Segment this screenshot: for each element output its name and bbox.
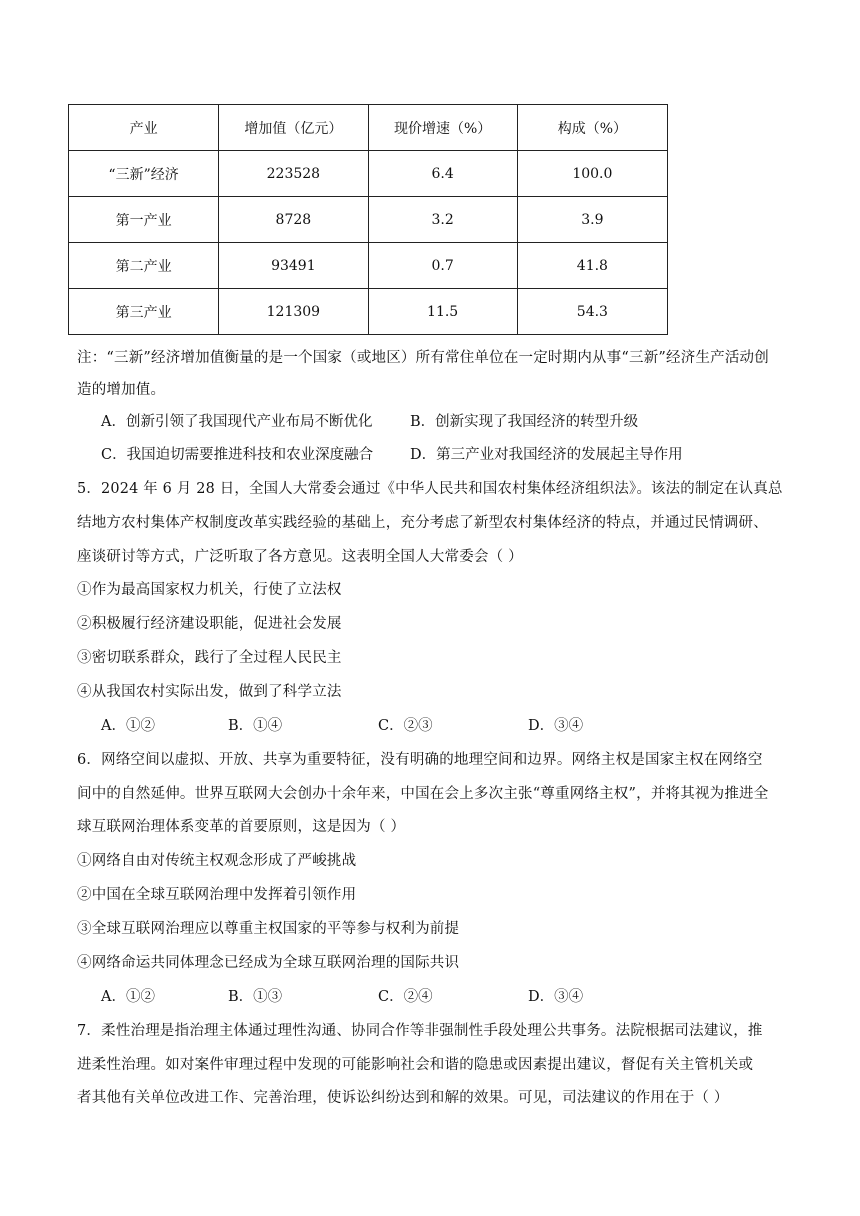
option-c[interactable]: C．②③ bbox=[378, 718, 433, 734]
table-row bbox=[69, 289, 668, 335]
industry-table bbox=[68, 104, 668, 335]
question-5-stem: 5．2024 年 6 月 28 日，全国人大常委会通过《中华人民共和国农村集体经济组织法》。该法的制定在认真总 bbox=[77, 481, 783, 497]
table-row bbox=[69, 243, 668, 289]
option-a[interactable]: A．①② bbox=[101, 989, 155, 1005]
table-cell: 第二产业 bbox=[69, 243, 219, 289]
option-c[interactable]: C．②④ bbox=[378, 989, 433, 1005]
question-7-stem: 者其他有关单位改进工作、完善治理，使诉讼纠纷达到和解的效果。可见，司法建议的作用在于（ ） bbox=[77, 1090, 729, 1106]
option-b[interactable]: B．①③ bbox=[228, 989, 283, 1005]
option-c[interactable]: C．我国迫切需要推进科技和农业深度融合 bbox=[101, 447, 374, 463]
table-cell: 121309 bbox=[219, 289, 368, 335]
table-note-line: 造的增加值。 bbox=[77, 382, 166, 398]
table-cell: 93491 bbox=[219, 243, 368, 289]
table-row bbox=[69, 197, 668, 243]
statement-item: ②积极履行经济建设职能，促进社会发展 bbox=[77, 616, 342, 632]
table-cell: 8728 bbox=[219, 197, 368, 243]
table-cell: 11.5 bbox=[368, 289, 517, 335]
question-5-stem: 座谈研讨等方式，广泛听取了各方意见。这表明全国人大常委会（ ） bbox=[77, 549, 523, 565]
table-cell: 41.8 bbox=[517, 243, 667, 289]
question-7-stem: 7．柔性治理是指治理主体通过理性沟通、协同合作等非强制性手段处理公共事务。法院根据司法建议，推 bbox=[77, 1023, 763, 1039]
table-cell: 第三产业 bbox=[69, 289, 219, 335]
table-cell: 223528 bbox=[219, 151, 368, 197]
table-cell: 3.2 bbox=[368, 197, 517, 243]
statement-item: ③密切联系群众，践行了全过程人民民主 bbox=[77, 650, 342, 666]
table-cell: 54.3 bbox=[517, 289, 667, 335]
statement-item: ①作为最高国家权力机关，行使了立法权 bbox=[77, 582, 342, 598]
table-cell: 3.9 bbox=[517, 197, 667, 243]
table-header-cell: 产业 bbox=[69, 105, 219, 151]
option-a[interactable]: A．①② bbox=[101, 718, 155, 734]
table-cell: 100.0 bbox=[517, 151, 667, 197]
option-b[interactable]: B．创新实现了我国经济的转型升级 bbox=[410, 414, 639, 430]
option-d[interactable]: D．③④ bbox=[528, 718, 584, 734]
option-a[interactable]: A．创新引领了我国现代产业布局不断优化 bbox=[101, 414, 373, 430]
statement-item: ②中国在全球互联网治理中发挥着引领作用 bbox=[77, 887, 357, 903]
question-6-stem: 6．网络空间以虚拟、开放、共享为重要特征，没有明确的地理空间和边界。网络主权是国家主权在网络空 bbox=[77, 752, 763, 768]
table-header-cell: 构成（%） bbox=[517, 105, 667, 151]
option-d[interactable]: D．第三产业对我国经济的发展起主导作用 bbox=[410, 447, 683, 463]
question-6-stem: 球互联网治理体系变革的首要原则，这是因为（ ） bbox=[77, 819, 406, 835]
statement-item: ③全球互联网治理应以尊重主权国家的平等参与权利为前提 bbox=[77, 921, 460, 937]
table-note-line: 注：“三新”经济增加值衡量的是一个国家（或地区）所有常住单位在一定时期内从事“三新”经济生产活动创 bbox=[77, 350, 769, 366]
table-header-row bbox=[69, 105, 668, 151]
table-header-cell: 现价增速（%） bbox=[368, 105, 517, 151]
statement-item: ④从我国农村实际出发，做到了科学立法 bbox=[77, 684, 342, 700]
question-5-stem: 结地方农村集体产权制度改革实践经验的基础上，充分考虑了新型农村集体经济的特点，并通过民情调研、 bbox=[77, 515, 768, 531]
table-cell: 0.7 bbox=[368, 243, 517, 289]
statement-item: ④网络命运共同体理念已经成为全球互联网治理的国际共识 bbox=[77, 955, 460, 971]
table-cell: 6.4 bbox=[368, 151, 517, 197]
option-d[interactable]: D．③④ bbox=[528, 989, 584, 1005]
table-row bbox=[69, 151, 668, 197]
table-cell: “三新”经济 bbox=[69, 151, 219, 197]
statement-item: ①网络自由对传统主权观念形成了严峻挑战 bbox=[77, 853, 357, 869]
option-b[interactable]: B．①④ bbox=[228, 718, 283, 734]
table-cell: 第一产业 bbox=[69, 197, 219, 243]
table-header-cell: 增加值（亿元） bbox=[219, 105, 368, 151]
question-6-stem: 间中的自然延伸。世界互联网大会创办十余年来，中国在会上多次主张“尊重网络主权”，并将其视为推进全 bbox=[77, 786, 769, 802]
question-7-stem: 进柔性治理。如对案件审理过程中发现的可能影响社会和谐的隐患或因素提出建议，督促有关主管机关或 bbox=[77, 1057, 754, 1073]
